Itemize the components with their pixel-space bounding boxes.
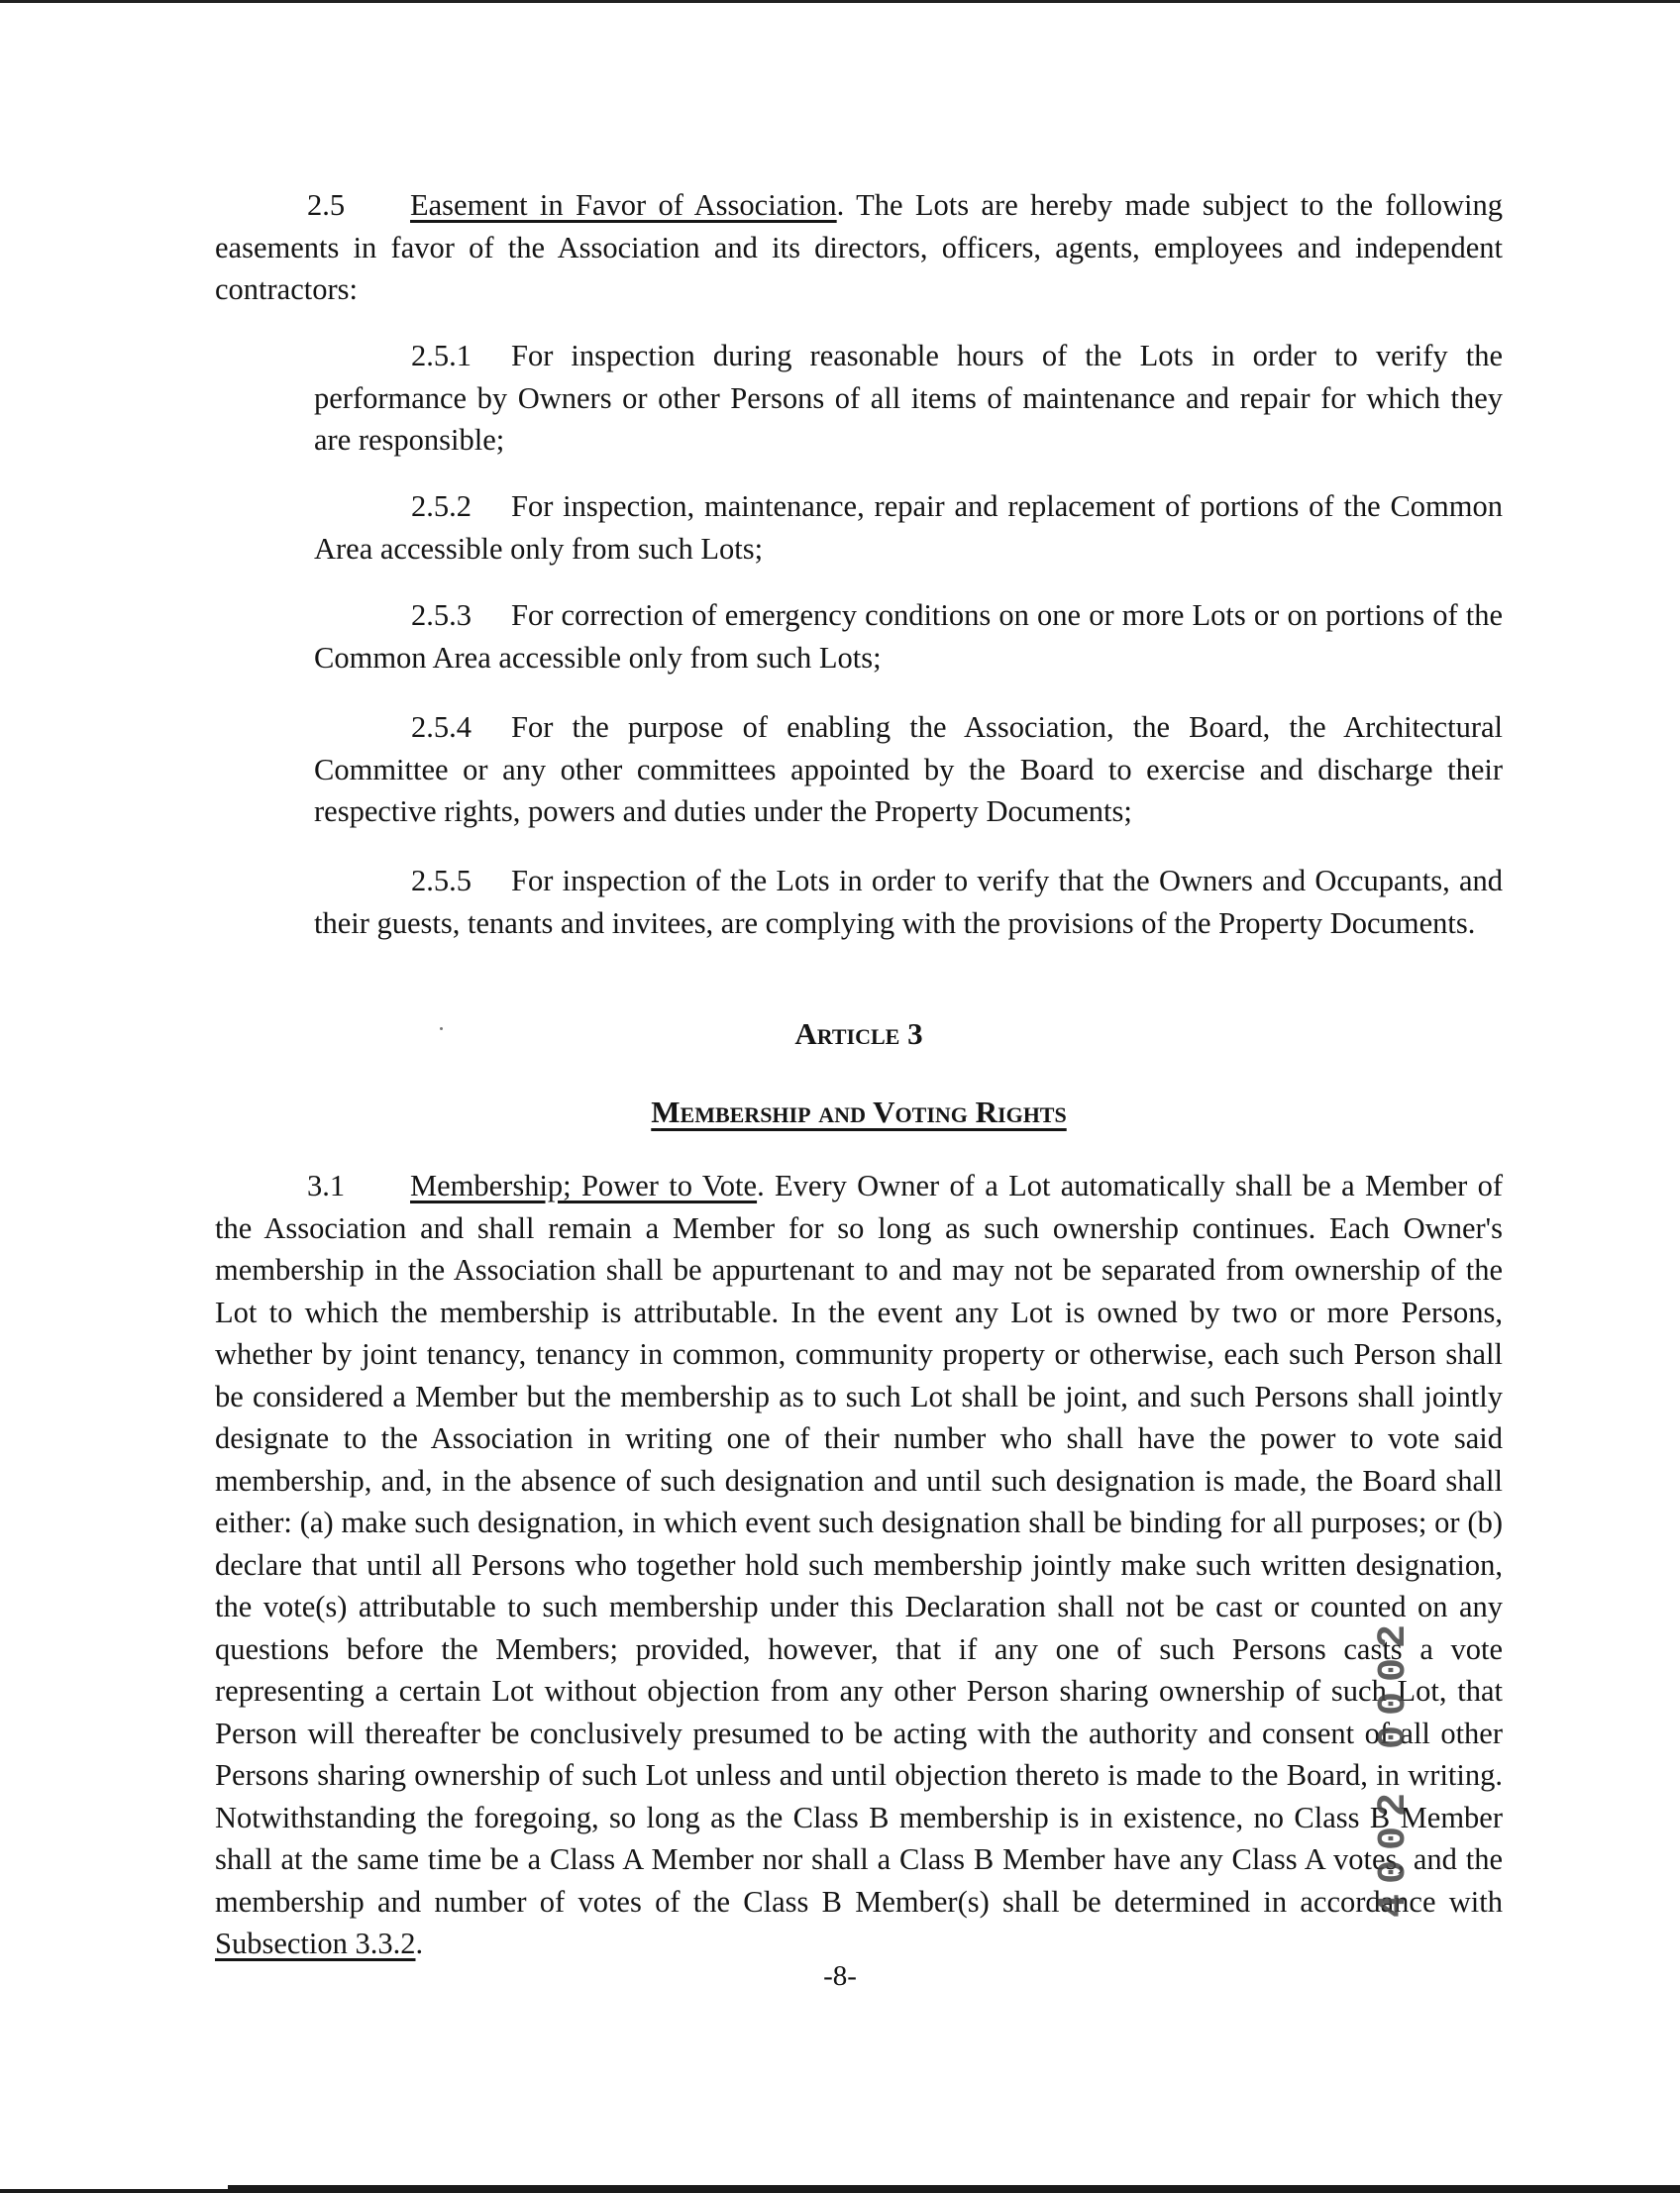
section-2-5-number: 2.5: [307, 188, 346, 222]
scan-bottom-edge: [0, 2185, 1680, 2193]
side-stamp: 4002 0002: [1372, 1614, 1417, 1919]
section-3-1-end: .: [415, 1927, 424, 1960]
subsection-2-5-2-number: 2.5.2: [411, 489, 472, 523]
section-3-1-number: 3.1: [307, 1169, 346, 1202]
page-number: -8-: [823, 1960, 857, 1992]
subsection-2-5-5-text: For inspection of the Lots in order to verify that the Owners and Occupants, and their guests, tenants and invitees, are complying with the provisions of the Property Documents.: [314, 864, 1503, 940]
section-3-1-text: . Every Owner of a Lot automatically shall be a Member of the Association and shall remain a Member for so long as such ownership continues. Each Owner's membership in the Association shall be appurtenant to and may not be separated from ownership of the Lot to which the membership is attributable. In the event any Lot is owned by two or more Persons, whether by joint tenancy, tenancy in common, community property or otherwise, each such Person shall be considered a Member but the membership as to such Lot shall be joint, and such Persons shall jointly designate to the Association in writing one of their number who shall have the power to vote said membership, and, in the absence of such designation and until such designation is made, the Board shall either: (a) make such designation, in which event such designation shall be binding for all purposes; or (b) declare that until all Persons who together hold such membership jointly make such written designation, the vote(s) attributable to such membership under this Declaration shall not be cast or counted on any questions before the Members; provided, however, that if any one of such Persons casts a vote representing a certain Lot without objection from any other Person sharing ownership of such Lot, that Person will thereafter be conclusively presumed to be acting with the authority and consent of all other Persons sharing ownership of such Lot unless and until objection thereto is made to the Board, in writing. Notwithstanding the foregoing, so long as the Class B membership is in existence, no Class B Member shall at the same time be a Class A Member nor shall a Class B Member have any Class A votes, and the membership and number of votes of the Class B Member(s) shall be determined in accordance with: [215, 1169, 1503, 1919]
subsection-2-5-3: [314, 594, 1503, 679]
subsection-2-5-5-number: 2.5.5: [411, 864, 472, 897]
scan-top-edge: [0, 0, 1680, 3]
subsection-3-3-2-reference: Subsection 3.3.2: [215, 1927, 416, 1960]
subsection-2-5-2-text: For inspection, maintenance, repair and replacement of portions of the Common Area accessible only from such Lots;: [314, 489, 1503, 566]
section-2-5-title: Easement in Favor of Association: [410, 188, 837, 222]
subsection-2-5-2: [314, 485, 1503, 570]
subsection-2-5-1: [314, 335, 1503, 462]
subsection-2-5-1-number: 2.5.1: [411, 339, 472, 372]
section-2-5: [215, 184, 1503, 311]
subsection-2-5-3-number: 2.5.3: [411, 598, 472, 632]
subsection-2-5-1-text: For inspection during reasonable hours of the Lots in order to verify the performance by Owners or other Persons of all items of maintenance and repair for which they are responsible;: [314, 339, 1503, 457]
article-title: Membership and Voting Rights: [651, 1095, 1067, 1129]
subsection-2-5-4: [314, 706, 1503, 833]
subsection-2-5-4-number: 2.5.4: [411, 710, 472, 744]
subsection-2-5-5: [314, 860, 1503, 944]
article-title-wrap: [215, 1092, 1503, 1133]
section-3-1-title: Membership; Power to Vote: [410, 1169, 758, 1202]
section-2-5-text: . The Lots are hereby made subject to the following easements in favor of the Association and its directors, officers, agents, employees and independent contractors:: [215, 188, 1503, 306]
section-3-1: [215, 1165, 1503, 1965]
subsection-2-5-4-text: For the purpose of enabling the Association, the Board, the Architectural Committee or any other committees appointed by the Board to exercise and discharge their respective rights, powers and duties under the Property Documents;: [314, 710, 1503, 828]
subsection-2-5-3-text: For correction of emergency conditions on one or more Lots or on portions of the Common Area accessible only from such Lots;: [314, 598, 1503, 675]
scan-bottom-edge-gap: [0, 2185, 228, 2189]
article-heading: Article 3: [794, 1016, 923, 1051]
